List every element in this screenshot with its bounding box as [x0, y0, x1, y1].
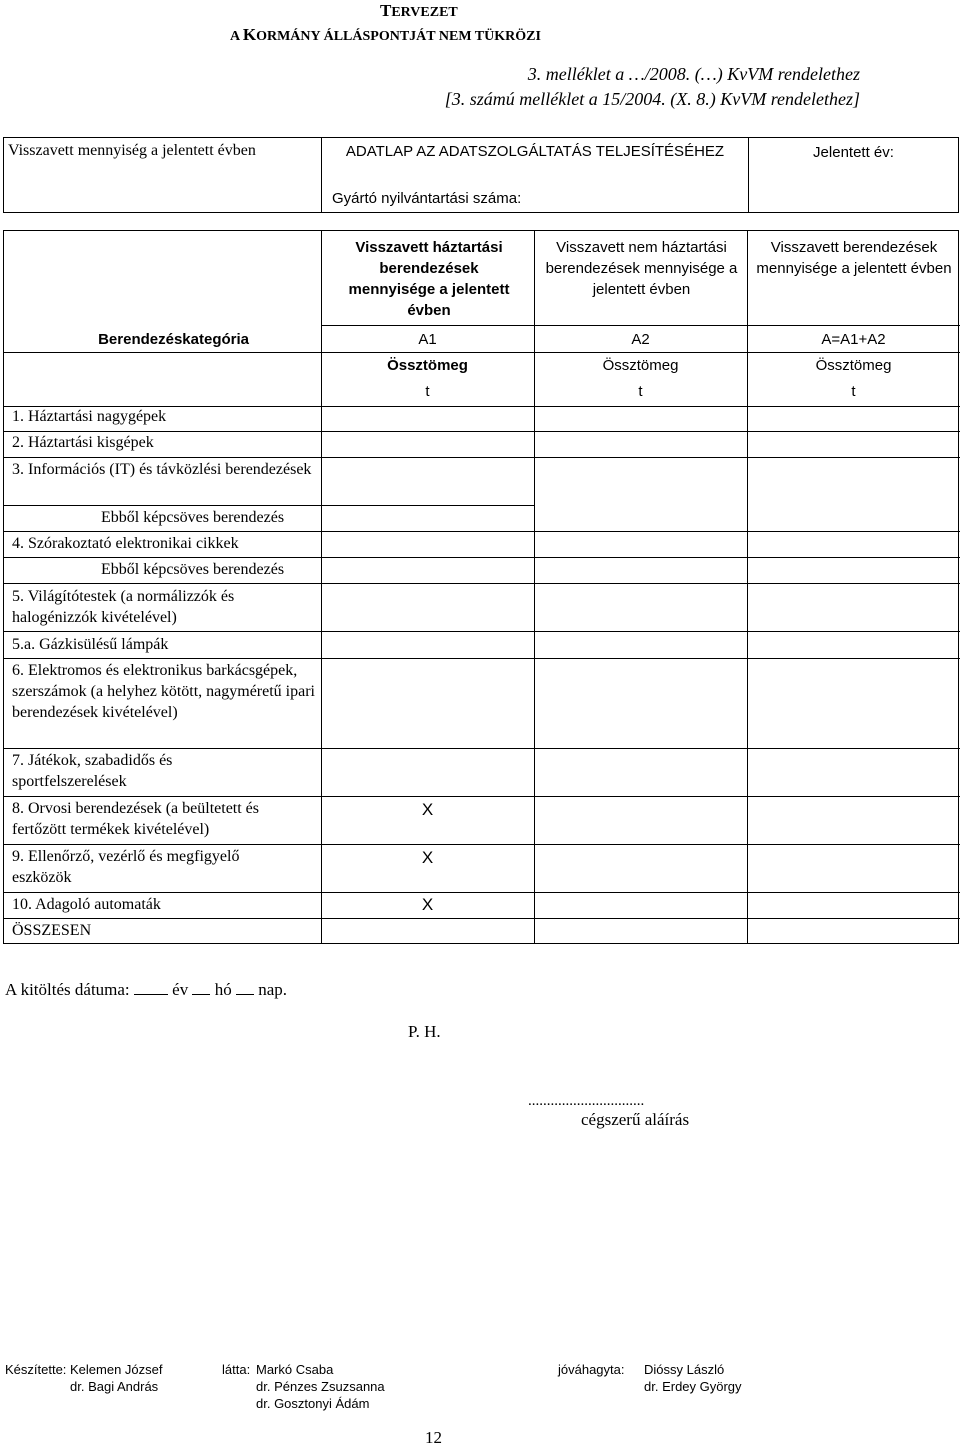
- row-divider-r3b: [4, 531, 960, 532]
- row-4: 4. Szórakoztató elektronikai cikkek: [12, 535, 239, 552]
- row-divider-r9: [4, 892, 960, 893]
- category-label: Berendezéskategória: [98, 331, 249, 348]
- code-a: A=A1+A2: [821, 331, 886, 348]
- annex-reference: [330, 62, 860, 112]
- code-a1: A1: [418, 331, 437, 348]
- disclaimer-k: K: [242, 25, 257, 44]
- row-divider-r10: [4, 918, 960, 919]
- row-2: 2. Háztartási kisgépek: [12, 434, 154, 451]
- unit-a: t: [851, 383, 856, 400]
- row-divider-sub-sep-a: [4, 406, 321, 407]
- signature-dots: ...............................: [528, 1093, 645, 1109]
- reviewed-by-2: dr. Pénzes Zsuzsanna: [256, 1379, 385, 1394]
- page-number: 12: [425, 1428, 442, 1447]
- row-divider-r5a: [4, 658, 960, 659]
- row-5: 5. Világítótestek (a normálizzók és halogénizzók kivételével): [12, 588, 235, 626]
- manufacturer-id-field[interactable]: Gyártó nyilvántartási száma:: [332, 190, 522, 207]
- prepared-by-2: dr. Bagi András: [70, 1379, 159, 1394]
- row-divider-r2: [4, 457, 960, 458]
- seal-place: P. H.: [408, 1022, 441, 1041]
- prepared-by-label: Készítette:: [5, 1362, 67, 1377]
- form-title: ADATLAP AZ ADATSZOLGÁLTATÁS TELJESÍTÉSÉHEZ: [345, 143, 725, 160]
- draft-title: [230, 0, 650, 24]
- row-divider-codes-sep: [4, 352, 960, 353]
- row-divider-r5: [4, 631, 960, 632]
- row-4-sub: Ebből képcsöves berendezés: [101, 561, 285, 578]
- row-10: 10. Adagoló automaták: [12, 896, 161, 913]
- day-label: nap.: [258, 980, 287, 999]
- row-divider-r1: [4, 431, 960, 432]
- month-label: hó: [214, 980, 232, 999]
- row-total: ÖSSZESEN: [12, 922, 92, 939]
- draft-title-initial: T: [380, 1, 392, 20]
- row-6: 6. Elektromos és elektronikus barkácsgépek, szerszámok (a helyhez kötött, nagyméretű ipari berendezések kivételével): [12, 662, 315, 721]
- signature-label: cégszerű aláírás: [581, 1110, 690, 1129]
- approved-by-label: jóváhagyta:: [558, 1362, 625, 1377]
- row-1: 1. Háztartási nagygépek: [12, 408, 167, 425]
- unit-a2: t: [638, 383, 643, 400]
- row-9: 9. Ellenőrző, vezérlő és megfigyelő eszközök: [12, 848, 240, 886]
- day-blank[interactable]: [236, 978, 254, 995]
- year-label: év: [172, 980, 189, 999]
- row-divider-r3a: [4, 505, 534, 506]
- top-info-table: [3, 137, 959, 213]
- top-left-cell: Visszavett mennyiség a jelentett évben: [4, 138, 322, 212]
- prepared-by-1: Kelemen József: [70, 1362, 163, 1377]
- disclaimer-rest: ORMÁNY ÁLLÁSPONTJÁT NEM TÜKRÖZI: [256, 29, 541, 44]
- year-blank[interactable]: [134, 978, 168, 995]
- row-divider-r8: [4, 844, 960, 845]
- reviewed-by-3: dr. Gosztonyi Ádám: [256, 1396, 370, 1411]
- reviewed-by-1: Markó Csaba: [256, 1362, 334, 1377]
- annex-line-2: [3. számú melléklet a 15/2004. (X. 8.) KvVM rendelethez]: [444, 89, 860, 109]
- reviewed-by-label: látta:: [222, 1362, 251, 1377]
- row-divider-r4b: [4, 583, 960, 584]
- draft-stamp: [230, 0, 650, 48]
- disclaimer-a: A: [230, 29, 243, 44]
- annex-line-1: 3. melléklet a …/2008. (…) KvVM rendelethez: [527, 64, 860, 84]
- row-3-sub: Ebből képcsöves berendezés: [101, 509, 285, 526]
- draft-title-rest: ERVEZET: [391, 5, 458, 20]
- header-a2: Visszavett nem háztartási berendezések mennyisége a jelentett évben: [545, 239, 738, 298]
- row-3: 3. Információs (IT) és távközlési berendezések: [12, 461, 312, 478]
- header-a: Visszavett berendezések mennyisége a jelentett évben: [756, 239, 952, 277]
- fill-date-line: [5, 978, 287, 1001]
- osszt-a: Össztömeg: [815, 357, 892, 374]
- date-label: A kitöltés dátuma:: [5, 980, 130, 999]
- draft-disclaimer: [230, 24, 650, 48]
- row-divider-r4a: [4, 557, 960, 558]
- row-divider-r7: [4, 796, 960, 797]
- row-divider-sub-sep-b: [321, 406, 960, 407]
- approved-by-2: dr. Erdey György: [644, 1379, 742, 1394]
- osszt-a2: Össztömeg: [602, 357, 679, 374]
- code-a2: A2: [631, 331, 650, 348]
- top-middle-cell: [322, 138, 749, 212]
- row-divider-header-sep: [321, 325, 960, 326]
- osszt-a1: Össztömeg: [387, 357, 468, 374]
- row-7: 7. Játékok, szabadidős és sportfelszerelések: [12, 752, 173, 790]
- row-8: 8. Orvosi berendezések (a beültetett és fertőzött termékek kivételével): [12, 800, 260, 838]
- x-mark-8: X: [421, 800, 434, 819]
- reported-year-field[interactable]: Jelentett év:: [813, 144, 894, 161]
- row-divider-r6: [4, 748, 960, 749]
- x-mark-10: X: [421, 895, 434, 914]
- unit-a1: t: [425, 383, 430, 400]
- main-data-table: [3, 230, 959, 944]
- month-blank[interactable]: [192, 978, 210, 995]
- header-a1: Visszavett háztartási berendezések mennyisége a jelentett évben: [348, 239, 510, 319]
- approved-by-1: Dióssy László: [644, 1362, 725, 1377]
- x-mark-9: X: [421, 848, 434, 867]
- row-5a: 5.a. Gázkisülésű lámpák: [12, 636, 169, 653]
